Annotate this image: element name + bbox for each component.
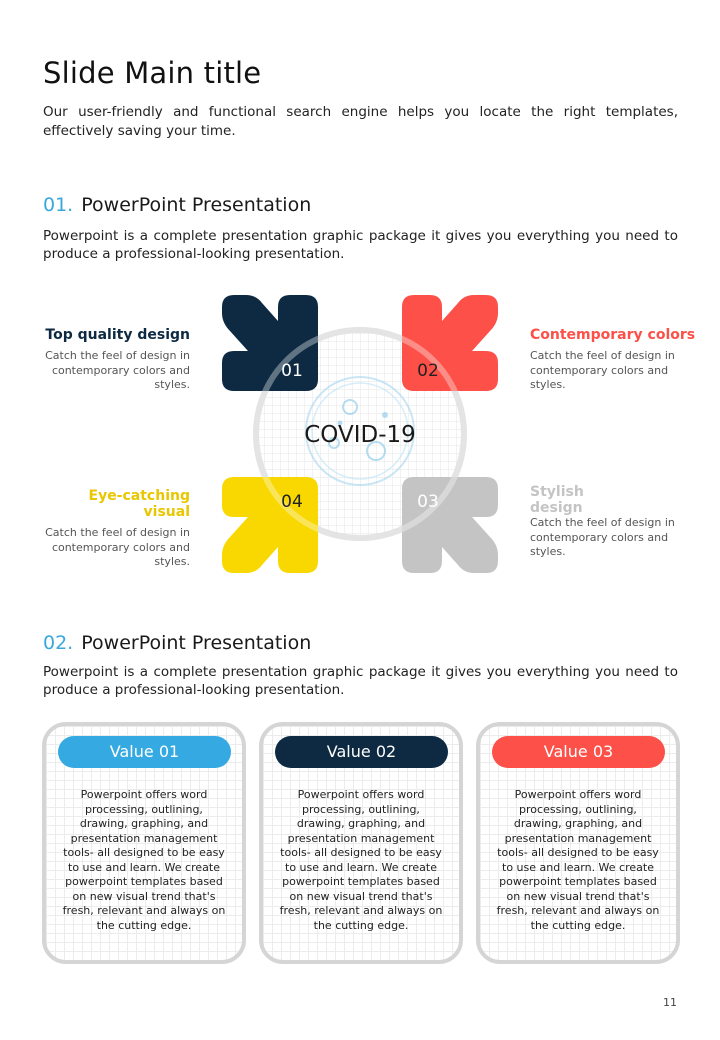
- page-title: Slide Main title: [43, 56, 262, 90]
- page-subtitle: Our user-friendly and functional search engine helps you locate the right templates, effectively saving your time.: [43, 104, 678, 139]
- section-1-title: PowerPoint Presentation: [81, 194, 312, 216]
- section-2-title: PowerPoint Presentation: [81, 632, 312, 654]
- page-number: 11: [663, 996, 677, 1009]
- section-1-number: 01.: [43, 194, 74, 216]
- feature-04-title: Eye-catching visual: [88, 488, 190, 520]
- section-1-heading: [43, 194, 311, 216]
- feature-top-left: [40, 327, 190, 393]
- feature-top-right: [530, 327, 700, 393]
- feature-bottom-right: [530, 484, 680, 560]
- feature-02-title: Contemporary colors: [530, 327, 696, 343]
- feature-03-desc: Catch the feel of design in contemporary colors and styles.: [530, 516, 675, 558]
- value-02-text: Powerpoint offers word processing, outlining, drawing, graphing, and presentation management tools- all designed to be easy to use and learn. We create powerpoint templates based on new visual trend that's fresh, relevant and always on the cutting edge.: [279, 788, 443, 932]
- covid-infographic: [0, 285, 720, 585]
- center-label: COVID-19: [304, 422, 416, 448]
- feature-03-title: Stylish design: [530, 484, 584, 516]
- value-card-1: [42, 722, 246, 964]
- feature-04-desc: Catch the feel of design in contemporary colors and styles.: [45, 526, 190, 568]
- value-01-label: Value 01: [58, 736, 231, 768]
- feature-02-desc: Catch the feel of design in contemporary colors and styles.: [530, 349, 675, 391]
- value-cards: [42, 722, 682, 966]
- feature-01-title: Top quality design: [45, 327, 190, 343]
- section-2-heading: [43, 632, 311, 654]
- section-2-number: 02.: [43, 632, 74, 654]
- value-card-3: [476, 722, 680, 964]
- arrow-01-number: 01: [281, 361, 303, 381]
- section-1-text: Powerpoint is a complete presentation graphic package it gives you everything you need to produce a professional-looking presentation.: [43, 228, 678, 262]
- value-card-2: [259, 722, 463, 964]
- arrow-03-number: 03: [417, 492, 439, 512]
- arrow-04-number: 04: [281, 492, 303, 512]
- value-02-label: Value 02: [275, 736, 448, 768]
- value-03-text: Powerpoint offers word processing, outlining, drawing, graphing, and presentation management tools- all designed to be easy to use and learn. We create powerpoint templates based on new visual trend that's fresh, relevant and always on the cutting edge.: [496, 788, 660, 932]
- value-03-label: Value 03: [492, 736, 665, 768]
- section-2-text: Powerpoint is a complete presentation graphic package it gives you everything you need to produce a professional-looking presentation.: [43, 664, 678, 698]
- value-01-text: Powerpoint offers word processing, outlining, drawing, graphing, and presentation management tools- all designed to be easy to use and learn. We create powerpoint templates based on new visual trend that's fresh, relevant and always on the cutting edge.: [62, 788, 226, 932]
- feature-01-desc: Catch the feel of design in contemporary colors and styles.: [45, 349, 190, 391]
- arrow-02-number: 02: [417, 361, 439, 381]
- feature-bottom-left: [40, 488, 190, 570]
